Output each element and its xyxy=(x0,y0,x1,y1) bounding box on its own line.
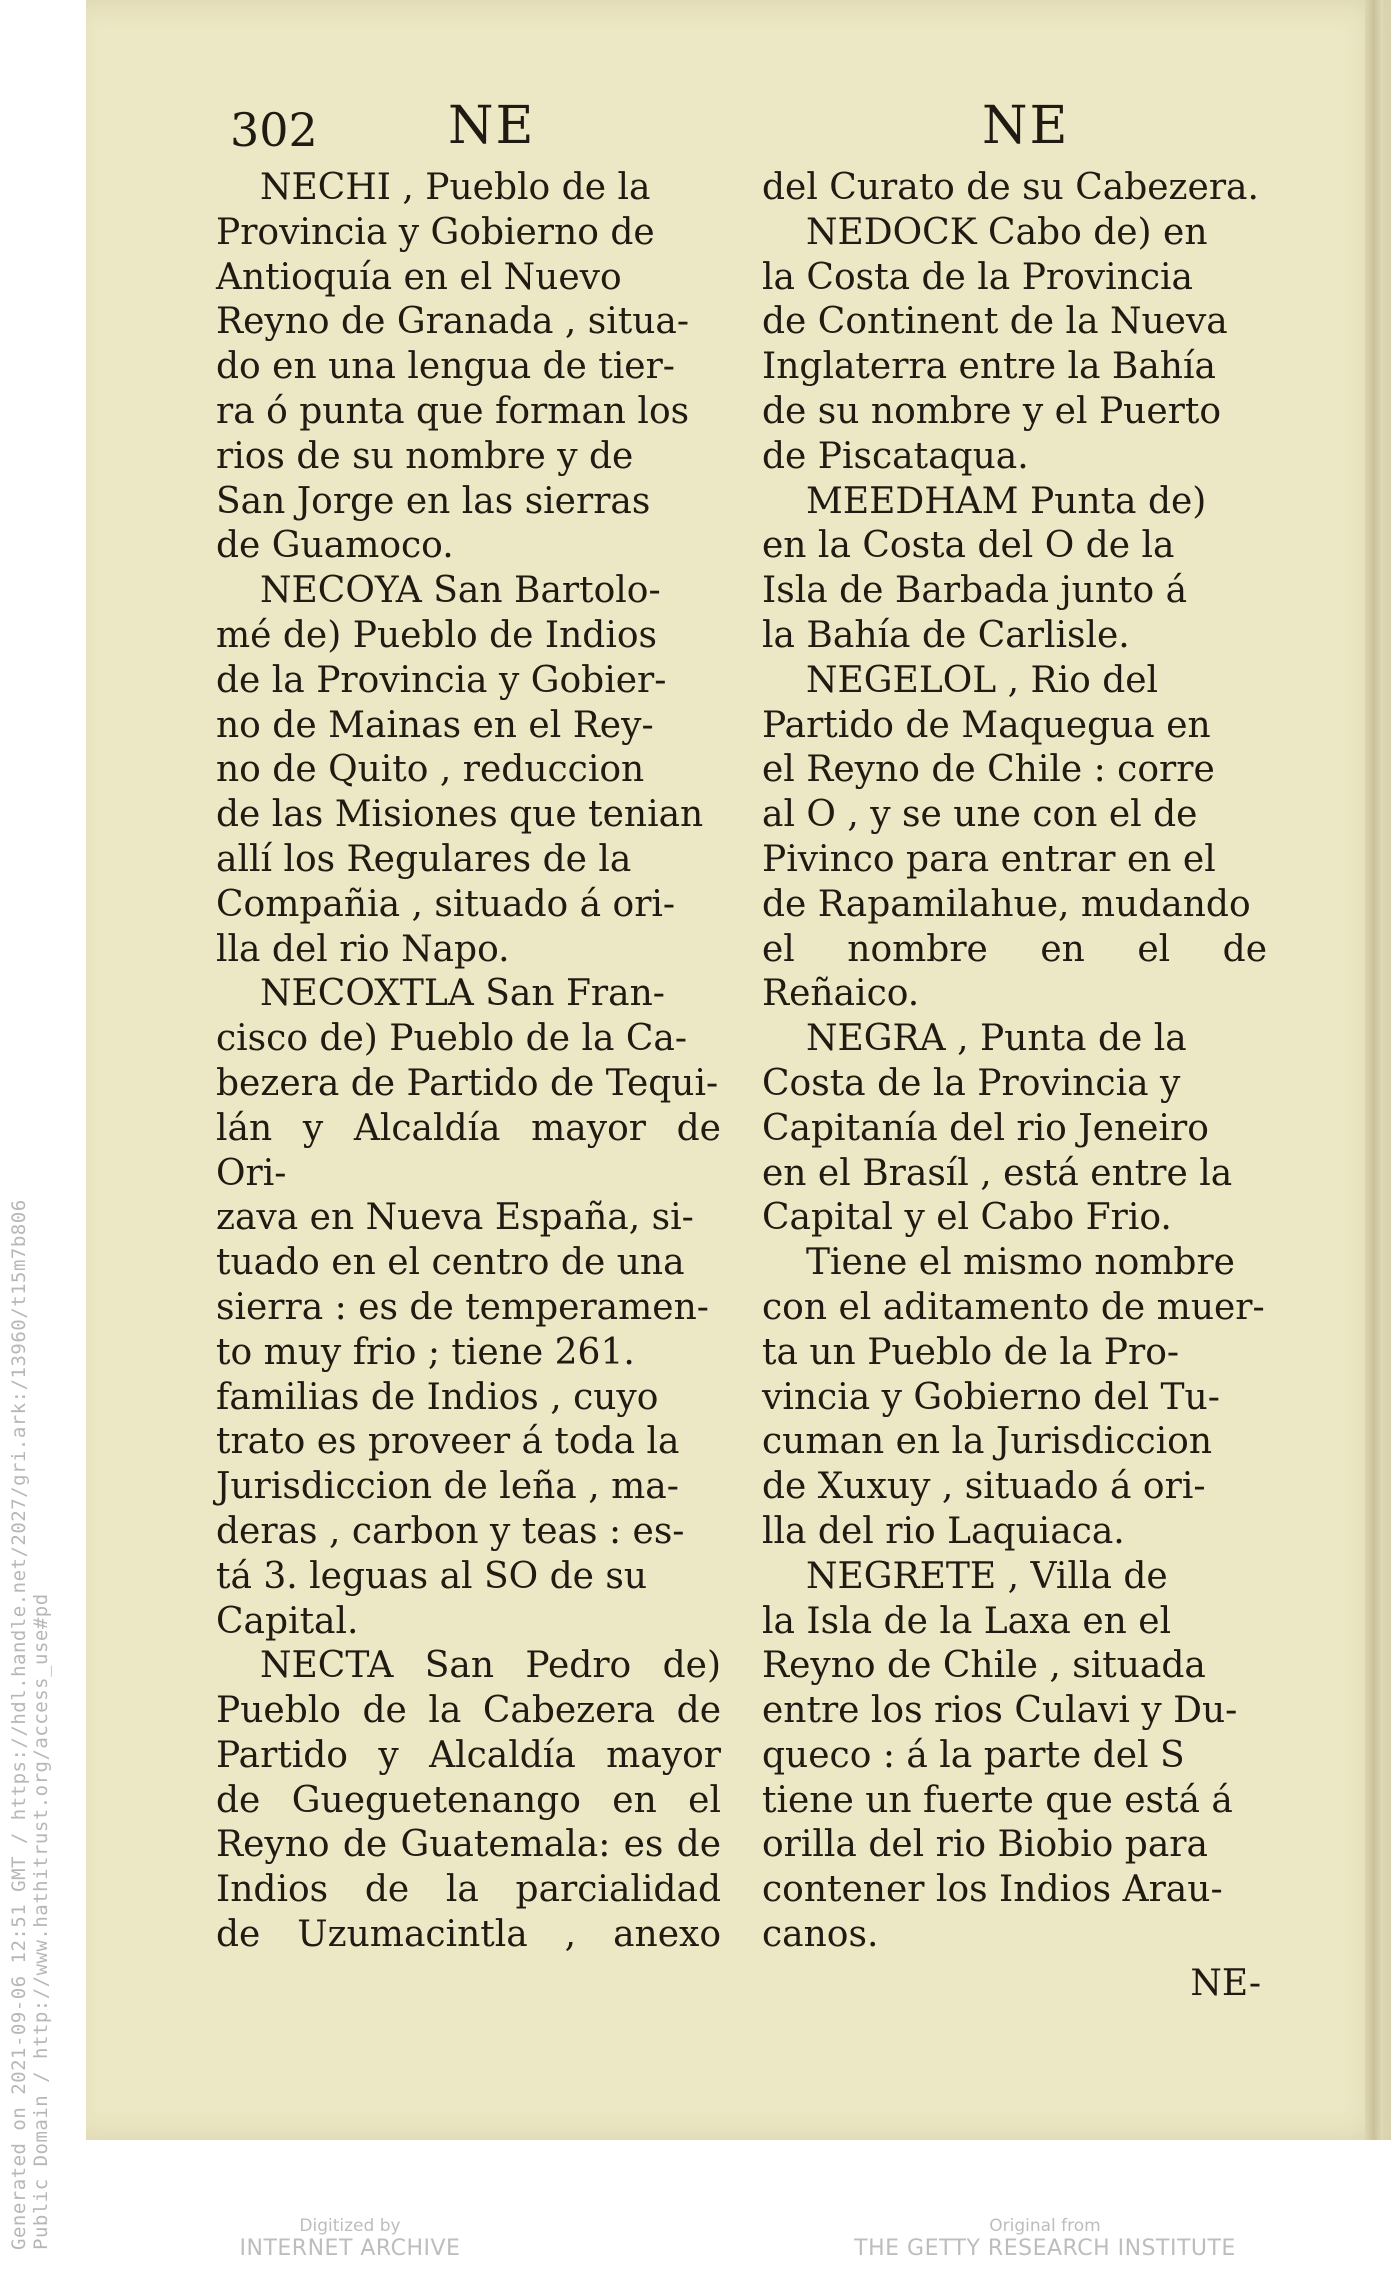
digitized-by-label: Digitized by xyxy=(299,2216,401,2236)
text-line: de Continent de la Nueva xyxy=(762,301,1228,343)
text-line: de las Misiones que tenian xyxy=(216,794,704,836)
text-line: NEGELOL , Rio del xyxy=(806,659,1159,701)
text-line: de Guamoco. xyxy=(216,525,454,567)
left-header xyxy=(216,86,721,166)
text-line: Antioquía en el Nuevo xyxy=(216,256,622,298)
catchword: NE- xyxy=(1190,1962,1261,2004)
text-line: Reyno de Granada , situa- xyxy=(216,301,690,343)
text-line: cisco de) Pueblo de la Ca- xyxy=(216,1018,688,1060)
internet-archive-label: INTERNET ARCHIVE xyxy=(239,2236,461,2261)
left-column xyxy=(216,86,721,1958)
text-line: mé de) Pueblo de Indios xyxy=(216,614,658,656)
entry-paragraph xyxy=(216,166,721,569)
text-line: con el aditamento de muer- xyxy=(762,1286,1265,1328)
text-line: de Uzumacintla , anexo xyxy=(216,1914,721,1956)
digitized-by xyxy=(220,2216,480,2262)
text-line: NECTA San Pedro de) xyxy=(260,1645,721,1687)
text-line: tá 3. leguas al SO de su xyxy=(216,1555,648,1597)
entry-paragraph xyxy=(762,1017,1267,1241)
entry-paragraph xyxy=(216,1644,721,1958)
text-line: de su nombre y el Puerto xyxy=(762,390,1221,432)
entry-paragraph xyxy=(762,1555,1267,1958)
entry-paragraph xyxy=(216,569,721,972)
text-line: Jurisdiccion de leña , ma- xyxy=(216,1466,679,1508)
text-line: Pivinco para entrar en el xyxy=(762,838,1216,880)
text-line: bezera de Partido de Tequi- xyxy=(216,1062,719,1104)
text-line: entre los rios Culavi y Du- xyxy=(762,1690,1238,1732)
text-line: San Jorge en las sierras xyxy=(216,480,651,522)
text-line: cuman en la Jurisdiccion xyxy=(762,1421,1212,1463)
text-line: de la Provincia y Gobier- xyxy=(216,659,667,701)
text-line: la Bahía de Carlisle. xyxy=(762,614,1130,656)
text-line: do en una lengua de tier- xyxy=(216,346,675,388)
text-line: familias de Indios , cuyo xyxy=(216,1376,659,1418)
text-line: la Costa de la Provincia xyxy=(762,256,1193,298)
page-edge xyxy=(1365,0,1383,2140)
text-line: trato es proveer á toda la xyxy=(216,1421,680,1463)
text-line: ra ó punta que forman los xyxy=(216,390,690,432)
text-line: tiene un fuerte que está á xyxy=(762,1779,1233,1821)
text-line: Partido de Maquegua en xyxy=(762,704,1211,746)
page-number: 302 xyxy=(230,103,318,157)
text-line: de Rapamilahue, mudando xyxy=(762,883,1251,925)
left-entries xyxy=(216,166,721,1958)
text-line: Capitanía del rio Jeneiro xyxy=(762,1107,1209,1149)
right-running-head: NE xyxy=(982,96,1070,156)
text-line: queco : á la parte del S xyxy=(762,1734,1185,1776)
generated-notice: Generated on 2021-09-06 12:51 GMT / https://hdl.handle.net/2027/gri.ark:/13960/t15m7b806 xyxy=(8,1199,30,2250)
text-line: al O , y se une con el de xyxy=(762,794,1198,836)
text-line: de Gueguetenango en el xyxy=(216,1779,721,1821)
original-from-label: Original from xyxy=(989,2216,1101,2236)
text-line: lla del rio Napo. xyxy=(216,928,510,970)
text-line: Costa de la Provincia y xyxy=(762,1062,1181,1104)
left-running-head: NE xyxy=(448,96,536,156)
text-line: MEEDHAM Punta de) xyxy=(806,480,1207,522)
text-line: no de Mainas en el Rey- xyxy=(216,704,654,746)
text-line: Isla de Barbada junto á xyxy=(762,570,1188,612)
text-line: Partido y Alcaldía mayor xyxy=(216,1734,721,1776)
text-line: orilla del rio Biobio para xyxy=(762,1824,1208,1866)
entry-paragraph xyxy=(762,166,1267,211)
text-line: no de Quito , reduccion xyxy=(216,749,645,791)
text-line: Reyno de Guatemala: es de xyxy=(216,1824,721,1866)
text-line: sierra : es de temperamen- xyxy=(216,1286,709,1328)
text-line: deras , carbon y teas : es- xyxy=(216,1510,685,1552)
text-line: Tiene el mismo nombre xyxy=(806,1242,1235,1284)
text-line: Reyno de Chile , situada xyxy=(762,1645,1206,1687)
text-line: lla del rio Laquiaca. xyxy=(762,1510,1125,1552)
text-line: Indios de la parcialidad xyxy=(216,1869,721,1911)
text-line: la Isla de la Laxa en el xyxy=(762,1600,1172,1642)
text-line: rios de su nombre y de xyxy=(216,435,634,477)
text-line: Pueblo de la Cabezera de xyxy=(216,1690,721,1732)
text-line: Capital y el Cabo Frio. xyxy=(762,1197,1172,1239)
text-line: vincia y Gobierno del Tu- xyxy=(762,1376,1220,1418)
original-from xyxy=(850,2216,1240,2262)
text-line: to muy frio ; tiene 261. xyxy=(216,1331,635,1373)
text-line: del Curato de su Cabezera. xyxy=(762,167,1259,208)
text-line: en el Brasíl , está entre la xyxy=(762,1152,1233,1194)
text-line: de Xuxuy , situado á ori- xyxy=(762,1466,1206,1508)
text-line: canos. xyxy=(762,1914,879,1956)
text-line: NECOXTLA San Fran- xyxy=(260,973,665,1015)
text-line: NEGRA , Punta de la xyxy=(806,1018,1187,1060)
text-line: Compañia , situado á ori- xyxy=(216,883,676,925)
text-line: Inglaterra entre la Bahía xyxy=(762,346,1216,388)
text-line: NEDOCK Cabo de) en xyxy=(806,211,1208,253)
right-entries xyxy=(762,166,1267,1958)
text-line: Capital. xyxy=(216,1600,359,1642)
text-line: zava en Nueva España, si- xyxy=(216,1197,694,1239)
entry-paragraph xyxy=(762,659,1267,1017)
text-line: Provincia y Gobierno de xyxy=(216,211,655,253)
entry-paragraph xyxy=(762,211,1267,480)
text-line: en la Costa del O de la xyxy=(762,525,1175,567)
getty-label: THE GETTY RESEARCH INSTITUTE xyxy=(854,2236,1236,2261)
text-line: NECHI , Pueblo de la xyxy=(260,167,651,208)
text-line: ta un Pueblo de la Pro- xyxy=(762,1331,1180,1373)
entry-paragraph xyxy=(762,1241,1267,1555)
text-line: el nombre en el de Reñaico. xyxy=(762,928,1267,1015)
text-line: allí los Regulares de la xyxy=(216,838,632,880)
right-header xyxy=(762,86,1267,166)
public-domain-notice: Public Domain / http://www.hathitrust.org/access_use#pd xyxy=(30,1593,52,2250)
text-line: lán y Alcaldía mayor de Ori- xyxy=(216,1107,721,1194)
text-line: NECOYA San Bartolo- xyxy=(260,570,661,612)
text-line: contener los Indios Arau- xyxy=(762,1869,1223,1911)
text-line: el Reyno de Chile : corre xyxy=(762,749,1215,791)
text-line: NEGRETE , Villa de xyxy=(806,1555,1168,1597)
text-line: tuado en el centro de una xyxy=(216,1242,685,1284)
right-column xyxy=(762,86,1267,2007)
entry-paragraph xyxy=(216,972,721,1644)
entry-paragraph xyxy=(762,480,1267,659)
text-line: de Piscataqua. xyxy=(762,435,1029,477)
access-stamp xyxy=(0,1130,58,2250)
